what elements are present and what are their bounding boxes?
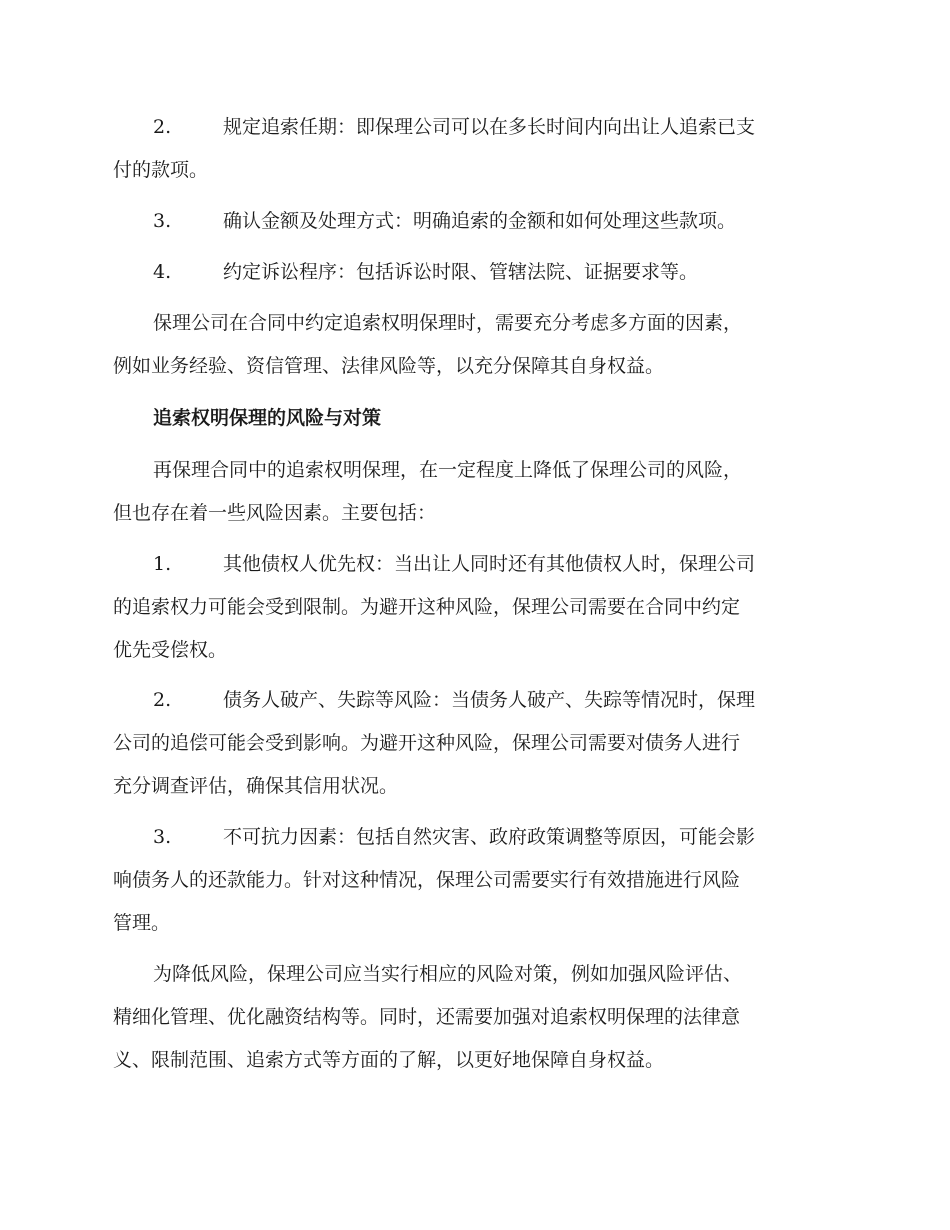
list-text: 充分调查评估，确保其信用状况。: [113, 775, 399, 797]
list-item: [113, 816, 833, 945]
list-item: [113, 106, 833, 192]
list-text: 债务人破产、失踪等风险：当债务人破产、失踪等情况时，保理: [223, 689, 756, 711]
list-item: [113, 251, 833, 294]
list-number: 2.: [153, 689, 172, 711]
list-text: 规定追索任期：即保理公司可以在多长时间内向出让人追索已支: [223, 116, 756, 138]
section-heading: 追索权明保理的风险与对策: [153, 407, 382, 429]
list-number: 3.: [153, 826, 172, 848]
list-number: 2.: [153, 116, 172, 138]
list-number: 3.: [153, 210, 172, 232]
list-text: 的追索权力可能会受到限制。为避开这种风险，保理公司需要在合同中约定: [113, 596, 741, 618]
paragraph: 为降低风险，保理公司应当实行相应的风险对策，例如加强风险评估、 精细化管理、优化融资结构等。同时，还需要加强对追索权明保理的法律意 义、限制范围、追索方式等方面的了解，以更好地保障自身权益。: [113, 963, 743, 1071]
list-text: 公司的追偿可能会受到影响。为避开这种风险，保理公司需要对债务人进行: [113, 732, 741, 754]
list-number: 4.: [153, 261, 172, 283]
list-text: 约定诉讼程序：包括诉讼时限、管辖法院、证据要求等。: [223, 261, 699, 283]
list-text: 其他债权人优先权：当出让人同时还有其他债权人时，保理公司: [223, 553, 756, 575]
list-text: 不可抗力因素：包括自然灾害、政府政策调整等原因，可能会影: [223, 826, 756, 848]
list-item: [113, 679, 833, 808]
list-text: 管理。: [113, 912, 171, 934]
list-text: 付的款项。: [113, 159, 209, 181]
list-item: [113, 200, 833, 243]
list-text: 优先受偿权。: [113, 639, 228, 661]
list-text: 确认金额及处理方式：明确追索的金额和如何处理这些款项。: [223, 210, 737, 232]
list-item: [113, 543, 833, 672]
paragraph: 再保理合同中的追索权明保理，在一定程度上降低了保理公司的风险， 但也存在着一些风险因素。主要包括：: [113, 459, 743, 524]
list-number: 1.: [153, 553, 172, 575]
paragraph: 保理公司在合同中约定追索权明保理时，需要充分考虑多方面的因素， 例如业务经验、资信管理、法律风险等，以充分保障其自身权益。: [113, 312, 743, 377]
list-text: 响债务人的还款能力。针对这种情况，保理公司需要实行有效措施进行风险: [113, 869, 741, 891]
